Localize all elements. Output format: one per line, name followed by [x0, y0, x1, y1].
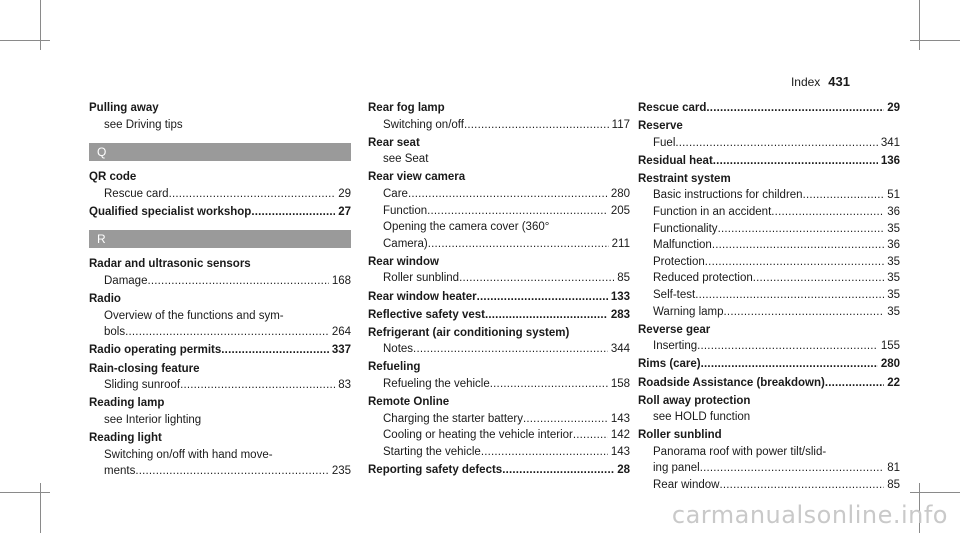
index-term-text: Rear fog lamp [368, 102, 445, 114]
dot-leader [718, 221, 885, 238]
crop-mark [910, 492, 960, 493]
dot-leader [523, 411, 608, 428]
index-term [89, 100, 351, 117]
index-subterm [638, 444, 900, 461]
page-ref[interactable]: 211 [611, 237, 630, 250]
index-subterm-text: Switching on/off with hand move- [104, 448, 273, 461]
index-term [638, 118, 900, 135]
index-subterm-text: see Driving tips [104, 118, 183, 131]
dot-leader [706, 100, 884, 117]
index-subterm [368, 270, 630, 287]
index-term-text: Rear window [368, 255, 439, 268]
dot-leader [413, 341, 608, 358]
page-ref[interactable]: 136 [880, 154, 900, 167]
index-entry [638, 427, 900, 493]
index-term [368, 169, 630, 186]
index-term [89, 169, 351, 186]
page-ref[interactable]: 83 [338, 379, 351, 392]
page-ref[interactable]: 155 [880, 340, 900, 353]
index-entry [89, 291, 351, 341]
index-subterm-text: Camera) [383, 237, 428, 250]
dot-leader [803, 187, 885, 204]
index-term [368, 135, 630, 152]
index-entry [89, 169, 351, 202]
index-subterm-text: Rescue card [104, 187, 169, 200]
index-subterm [638, 204, 900, 221]
dot-leader [135, 463, 328, 480]
index-entry [368, 394, 630, 460]
page-ref[interactable]: 235 [331, 465, 351, 478]
index-term [368, 359, 630, 376]
page-ref[interactable]: 337 [331, 344, 351, 357]
dot-leader [180, 377, 335, 394]
index-entry [638, 375, 900, 392]
dot-leader [697, 338, 878, 355]
index-subterm-text: Fuel [653, 136, 676, 149]
index-term [638, 322, 900, 339]
index-term-text: Reflective safety vest [368, 308, 485, 321]
index-entry [368, 169, 630, 252]
page-ref[interactable]: 51 [887, 189, 900, 202]
index-subterm-text: Charging the starter battery [383, 412, 523, 425]
page-ref[interactable]: 280 [610, 187, 630, 200]
index-subterm-text: Function in an accident [653, 206, 772, 219]
index-subterm [89, 412, 351, 429]
index-subterm [638, 460, 900, 477]
index-entry [368, 135, 630, 168]
index-subterm-text: see HOLD function [653, 411, 751, 424]
index-subterm [89, 447, 351, 464]
index-subterm-text: Self-test [653, 289, 696, 302]
index-subterm-text: see Seat [383, 153, 429, 166]
index-term-text: Refrigerant (air conditioning system) [368, 326, 570, 339]
index-subterm [638, 187, 900, 204]
index-subterm [638, 338, 900, 355]
dot-leader [459, 270, 614, 287]
index-subterm [368, 236, 630, 253]
index-term-text: Reserve [638, 120, 683, 133]
index-term-text: Radio [89, 293, 121, 306]
page-ref[interactable]: 280 [880, 358, 900, 371]
page-ref[interactable]: 35 [887, 289, 900, 302]
dot-leader [481, 444, 608, 461]
page-ref[interactable]: 205 [610, 204, 630, 217]
index-subterm [638, 237, 900, 254]
index-term [89, 395, 351, 412]
dot-leader [825, 375, 884, 392]
index-subterm-text: Rear window [653, 479, 720, 492]
index-entry [368, 289, 630, 306]
index-subterm [368, 151, 630, 168]
index-term [368, 325, 630, 342]
index-term [368, 394, 630, 411]
page-ref[interactable]: 35 [887, 272, 900, 285]
dot-leader [771, 204, 884, 221]
dot-leader [490, 376, 608, 393]
index-entry [368, 325, 630, 358]
page-ref[interactable]: 117 [611, 118, 630, 131]
crop-mark [919, 0, 920, 50]
section-letter-header: R [89, 230, 351, 248]
index-term-text: Roller sunblind [638, 429, 722, 442]
index-subterm-text: see Interior lighting [104, 413, 202, 426]
index-term [89, 430, 351, 447]
crop-mark [40, 483, 41, 533]
index-subterm [638, 477, 900, 494]
index-entry [368, 100, 630, 133]
page-ref[interactable]: 29 [338, 187, 351, 200]
dot-leader [701, 356, 878, 373]
index-term-text: Reading lamp [89, 397, 165, 410]
dot-leader [719, 477, 884, 494]
index-term-text: Radio operating permits [89, 344, 222, 357]
index-subterm-text: Switching on/off [383, 118, 464, 131]
index-subterm-text: Function [383, 204, 428, 217]
index-subterm [638, 270, 900, 287]
index-subterm [89, 308, 351, 325]
page-ref[interactable]: 283 [610, 308, 630, 321]
dot-leader [485, 307, 608, 324]
index-term-text: Reading light [89, 431, 162, 444]
index-term [368, 462, 630, 479]
index-term-text: Qualified specialist workshop [89, 205, 252, 218]
index-subterm-text: Opening the camera cover (360° [383, 221, 550, 234]
index-subterm-text: Malfunction [653, 239, 712, 252]
page-ref[interactable]: 168 [331, 275, 351, 288]
dot-leader [712, 237, 884, 254]
index-term [638, 393, 900, 410]
dot-leader [724, 304, 885, 321]
index-entry [368, 359, 630, 392]
dot-leader [464, 117, 609, 134]
index-term [89, 342, 351, 359]
dot-leader [700, 460, 885, 477]
page-ref[interactable]: 158 [610, 378, 630, 390]
dot-leader [502, 462, 614, 479]
crop-mark [40, 0, 41, 50]
section-letter-header: Q [89, 143, 351, 161]
index-subterm [638, 221, 900, 238]
index-entry [89, 342, 351, 359]
index-subterm [89, 377, 351, 394]
index-term [89, 204, 351, 221]
page-ref[interactable]: 344 [610, 343, 630, 356]
index-term-text: Rescue card [638, 102, 707, 114]
index-subterm-text: Care [383, 187, 408, 200]
dot-leader [221, 342, 329, 359]
page-ref[interactable]: 35 [887, 255, 900, 268]
page-ref[interactable]: 81 [887, 462, 900, 475]
index-subterm-text: Reduced protection [653, 272, 753, 285]
index-term-text: Pulling away [89, 102, 159, 114]
index-subterm-text: Overview of the functions and sym- [104, 309, 284, 322]
index-subterm [368, 341, 630, 358]
index-subterm-text: ments [104, 465, 136, 478]
index-subterm-text: Notes [383, 343, 414, 356]
page-ref[interactable]: 29 [887, 102, 900, 114]
index-subterm [638, 304, 900, 321]
header-label: Index [790, 75, 821, 89]
index-subterm [638, 254, 900, 271]
dot-leader [477, 289, 608, 306]
index-entry [368, 307, 630, 324]
dot-leader [125, 324, 329, 341]
index-subterm [368, 117, 630, 134]
dot-leader [251, 204, 335, 221]
index-term-text: Roll away protection [638, 394, 751, 407]
dot-leader [427, 203, 608, 220]
dot-leader [428, 236, 609, 253]
index-subterm [89, 324, 351, 341]
crop-mark [0, 40, 50, 41]
index-term-text: Refueling [368, 361, 421, 374]
index-term-text: Rims (care) [638, 358, 701, 371]
watermark: carmanualsonline.info [671, 501, 948, 529]
dot-leader [695, 287, 884, 304]
index-entry [89, 256, 351, 289]
page-ref[interactable]: 35 [887, 222, 900, 235]
index-subterm [368, 376, 630, 393]
index-subterm [368, 219, 630, 236]
index-entry [89, 361, 351, 394]
index-term [368, 289, 630, 306]
index-subterm-text: Roller sunblind [383, 272, 460, 285]
index-subterm-text: Cooling or heating the vehicle interior [383, 429, 573, 442]
index-term [638, 375, 900, 392]
dot-leader [147, 273, 328, 290]
index-term [638, 356, 900, 373]
index-subterm [638, 409, 900, 426]
page-ref[interactable]: 133 [610, 290, 630, 303]
page-header [791, 74, 850, 89]
index-term-text: Rain-closing feature [89, 362, 200, 375]
dot-leader [169, 186, 336, 203]
index-subterm [368, 411, 630, 428]
index-term-text: Rear seat [368, 136, 420, 149]
index-term-text: Remote Online [368, 396, 450, 409]
dot-leader [713, 153, 878, 170]
index-subterm [89, 463, 351, 480]
index-term [89, 361, 351, 378]
page-ref[interactable]: 142 [610, 429, 630, 442]
index-term [368, 254, 630, 271]
index-entry [638, 100, 900, 117]
page-ref[interactable]: 85 [887, 479, 900, 492]
index-subterm-text: bols [104, 326, 126, 339]
page-ref[interactable]: 22 [887, 376, 900, 389]
index-term [638, 427, 900, 444]
index-term-text: Roadside Assistance (breakdown) [638, 376, 825, 389]
index-term-text: Residual heat [638, 154, 713, 167]
index-subterm [89, 117, 351, 134]
index-subterm [368, 427, 630, 444]
index-column-1 [89, 100, 351, 481]
index-entry [638, 118, 900, 151]
index-subterm [368, 186, 630, 203]
page-ref[interactable]: 143 [610, 412, 630, 425]
index-subterm [89, 186, 351, 203]
dot-leader [705, 254, 884, 271]
index-subterm-text: Panorama roof with power tilt/slid- [653, 445, 827, 458]
index-subterm-text: Inserting [653, 340, 698, 353]
index-subterm-text: Functionality [653, 222, 718, 235]
index-term [638, 171, 900, 188]
page-ref[interactable]: 264 [331, 326, 351, 339]
index-subterm-text: Sliding sunroof [104, 379, 181, 392]
index-entry [638, 356, 900, 373]
index-entry [89, 204, 351, 221]
index-term-text: Restraint system [638, 172, 731, 185]
index-entry [89, 395, 351, 428]
page-ref[interactable]: 143 [610, 445, 630, 458]
page-ref[interactable]: 341 [880, 136, 900, 149]
index-term-text: Radar and ultrasonic sensors [89, 258, 251, 271]
index-column-2 [368, 100, 630, 480]
index-term-text: Rear view camera [368, 171, 466, 184]
dot-leader [753, 270, 884, 287]
index-entry [638, 153, 900, 170]
index-term-text: Rear window heater [368, 290, 477, 303]
index-subterm [368, 203, 630, 220]
index-term [368, 307, 630, 324]
index-entry [638, 322, 900, 355]
index-subterm [89, 273, 351, 290]
index-entry [89, 100, 351, 133]
index-term [368, 100, 630, 117]
page-ref[interactable]: 36 [887, 206, 900, 219]
index-subterm [638, 135, 900, 152]
index-term-text: Reporting safety defects [368, 463, 503, 476]
index-subterm-text: Protection [653, 255, 705, 268]
index-term [89, 291, 351, 308]
index-subterm-text: Starting the vehicle [383, 445, 481, 458]
index-entry [368, 254, 630, 287]
index-entry [89, 430, 351, 480]
page-ref[interactable]: 85 [617, 272, 630, 285]
index-subterm-text: Refueling the vehicle [383, 378, 490, 390]
page-ref[interactable]: 27 [338, 205, 351, 218]
index-term [89, 256, 351, 273]
index-entry [638, 171, 900, 320]
page-number: 431 [828, 74, 850, 89]
index-entry [368, 462, 630, 479]
crop-mark [910, 40, 960, 41]
dot-leader [573, 427, 608, 444]
index-term [638, 153, 900, 170]
index-subterm [368, 444, 630, 461]
index-entry [638, 393, 900, 426]
index-subterm [638, 287, 900, 304]
dot-leader [408, 186, 608, 203]
page-ref[interactable]: 36 [887, 239, 900, 252]
index-subterm-text: Basic instructions for children [653, 189, 803, 202]
crop-mark [0, 492, 50, 493]
index-term-text: Reverse gear [638, 323, 711, 336]
page-ref[interactable]: 28 [617, 463, 630, 476]
index-subterm-text: Damage [104, 275, 148, 288]
index-column-3 [638, 100, 900, 495]
page-ref[interactable]: 35 [887, 305, 900, 318]
dot-leader [675, 135, 877, 152]
index-term [638, 100, 900, 117]
index-subterm-text: ing panel [653, 462, 700, 475]
index-term-text: QR code [89, 171, 137, 184]
index-subterm-text: Warning lamp [653, 305, 724, 318]
